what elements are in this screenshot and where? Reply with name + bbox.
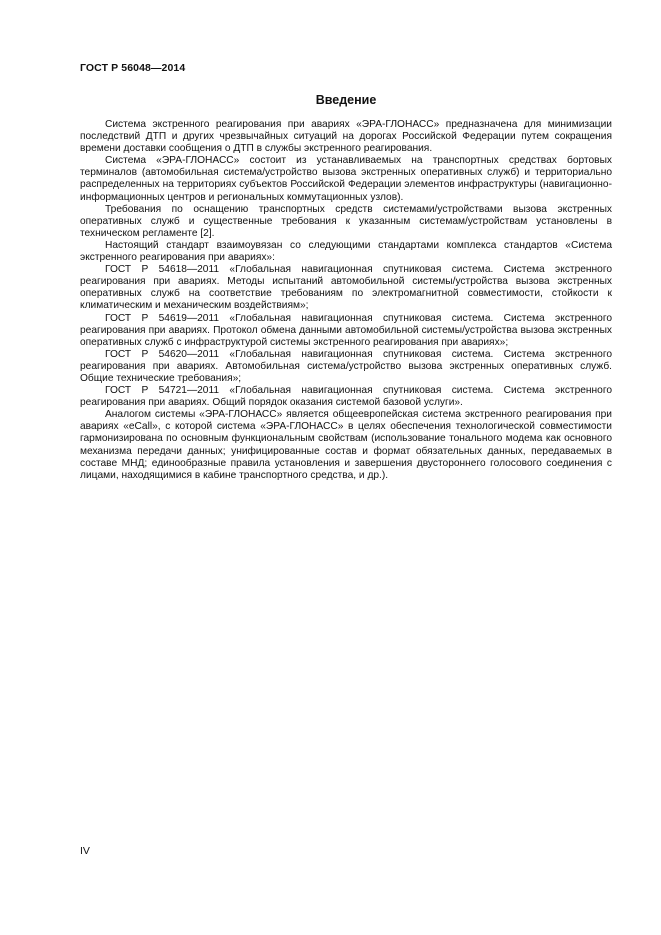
document-number: ГОСТ Р 56048—2014 bbox=[80, 62, 186, 74]
document-body bbox=[80, 119, 612, 482]
paragraph: Система «ЭРА-ГЛОНАСС» состоит из устанавливаемых на транспортных средствах бортовых терминалов (автомобильная система/устройство вызова экстренных оперативных служб) и территориально распределенных на территориях субъектов Российской Федерации элементов инфраструктуры (навигационно-информационных центров и региональных коммутационных узлов). bbox=[80, 155, 612, 203]
page-number: IV bbox=[80, 845, 90, 857]
paragraph: Система экстренного реагирования при авариях «ЭРА-ГЛОНАСС» предназначена для минимизации последствий ДТП и других чрезвычайных ситуаций на дорогах Российской Федерации путем сокращения времени доставки сообщения о ДТП в службы экстренного реагирования. bbox=[80, 119, 612, 155]
paragraph: Настоящий стандарт взаимоувязан со следующими стандартами комплекса стандартов «Система экстренного реагирования при авариях»: bbox=[80, 239, 612, 264]
paragraph: ГОСТ Р 54721—2011 «Глобальная навигационная спутниковая система. Система экстренного реагирования при авариях. Общий порядок оказания системой базовой услуги». bbox=[80, 385, 612, 409]
paragraph: ГОСТ Р 54620—2011 «Глобальная навигационная спутниковая система. Система экстренного реагирования при авариях. Автомобильная система/устройство вызова экстренных оперативных служб. Общие технические требования»; bbox=[80, 348, 612, 384]
paragraph: Требования по оснащению транспортных средств системами/устройствами вызова экстренных оперативных служб и существенные требования к указанным системам/устройствам установлены в техническом регламенте [2]. bbox=[80, 203, 612, 239]
section-title: Введение bbox=[315, 93, 377, 107]
paragraph: Аналогом системы «ЭРА-ГЛОНАСС» является общеевропейская система экстренного реагирования при авариях «eCall», с которой система «ЭРА-ГЛОНАСС» в целях обеспечения технологической совместимости гармонизирована по основным функциональным свойствам (использование тонального модема как основного механизма передачи данных; унифицированные состав и формат обязательных данных, передаваемых в составе МНД; единообразные правила установления и завершения двустороннего голосового соединения с лицами, находящимися в кабине транспортного средства, и др.). bbox=[80, 409, 612, 481]
paragraph: ГОСТ Р 54618—2011 «Глобальная навигационная спутниковая система. Система экстренного реагирования при авариях. Методы испытаний автомобильной системы/устройства вызова экстренных оперативных служб на соответствие требованиям по электромагнитной совместимости, стойкости к климатическим и механическим воздействиям»; bbox=[80, 264, 612, 312]
paragraph: ГОСТ Р 54619—2011 «Глобальная навигационная спутниковая система. Система экстренного реагирования при авариях. Протокол обмена данными автомобильной системы/устройства вызова экстренных оперативных служб с инфраструктурой системы экстренного реагирования при авариях»; bbox=[80, 312, 612, 348]
